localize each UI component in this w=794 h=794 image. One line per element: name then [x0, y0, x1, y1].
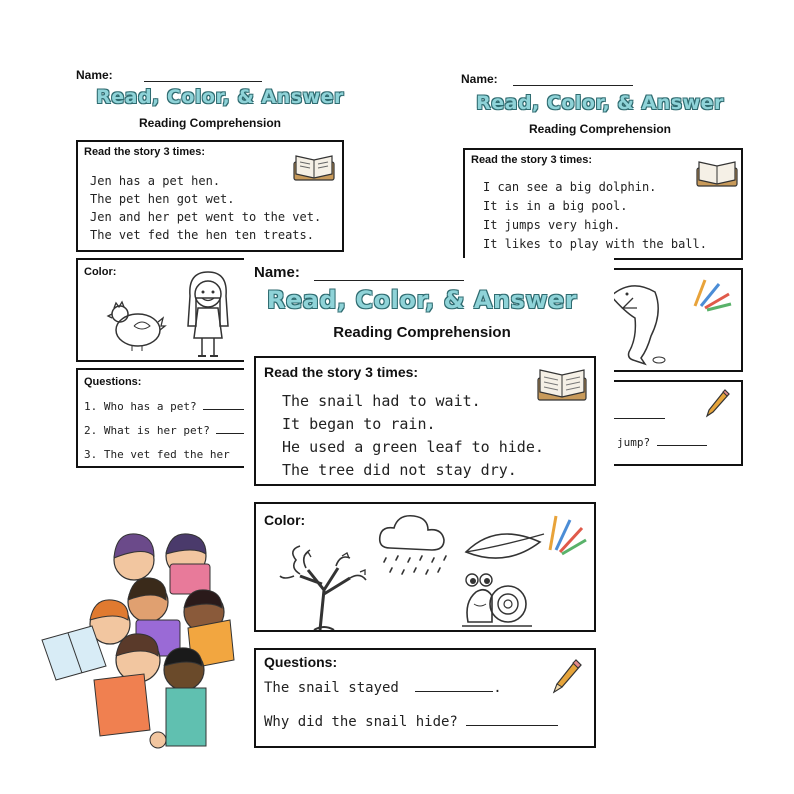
name-label: Name:: [461, 72, 498, 86]
answer-blank[interactable]: [466, 725, 558, 726]
story-box: [254, 356, 596, 486]
questions-box: [605, 380, 743, 466]
question-2: [264, 714, 558, 730]
questions-label: Questions:: [84, 376, 142, 388]
pencil-icon: [552, 658, 582, 694]
story-line: The snail had to wait.: [282, 392, 481, 410]
worksheet-subtitle: Reading Comprehension: [138, 116, 281, 130]
crayons-icon: [544, 510, 588, 554]
worksheet-title: Read, Color, & Answer: [96, 86, 344, 108]
name-row: [461, 72, 633, 86]
question-1: [84, 400, 263, 413]
children-reading-books-illustration: [38, 520, 248, 750]
story-line: Jen has a pet hen.: [90, 174, 221, 188]
worksheet-subtitle: Reading Comprehension: [528, 122, 671, 136]
answer-blank[interactable]: [657, 445, 707, 446]
story-line: It likes to play with the ball.: [483, 237, 707, 251]
story-text: [483, 178, 707, 254]
leaf-picture: [462, 528, 548, 568]
question-text: The snail stayed: [264, 680, 399, 696]
story-line: It jumps very high.: [483, 218, 621, 232]
girl-picture: [178, 268, 238, 360]
story-label: Read the story 3 times:: [471, 154, 593, 166]
answer-blank[interactable]: [415, 691, 493, 692]
question-text: 2. What is her pet?: [84, 424, 210, 437]
story-text: [282, 390, 544, 482]
story-line: The vet fed the hen ten treats.: [90, 228, 314, 242]
story-label: Read the story 3 times:: [84, 146, 206, 158]
question-text: jump?: [617, 436, 707, 449]
story-line: The pet hen got wet.: [90, 192, 235, 206]
name-field[interactable]: [513, 85, 633, 86]
worksheet-subtitle: Reading Comprehension: [333, 324, 511, 341]
name-label: Name:: [76, 68, 113, 82]
worksheet-title: Read, Color, & Answer: [266, 286, 578, 314]
questions-label: Questions:: [264, 654, 338, 670]
story-line: He used a green leaf to hide.: [282, 438, 544, 456]
name-row: [254, 264, 464, 281]
pencil-icon: [705, 388, 731, 418]
answer-blank[interactable]: [611, 418, 665, 419]
story-line: Jen and her pet went to the vet.: [90, 210, 322, 224]
question-text: Why did the snail hide?: [264, 714, 458, 730]
color-box: [254, 502, 596, 632]
color-label: Color:: [264, 512, 306, 528]
worksheet-title: Read, Color, & Answer: [476, 92, 724, 114]
question-text: 3. The vet fed the her: [84, 448, 230, 461]
book-icon: [292, 150, 336, 184]
story-box: [76, 140, 344, 252]
book-icon: [536, 364, 588, 404]
story-line: It is in a big pool.: [483, 199, 628, 213]
story-text: [90, 172, 321, 244]
crayons-icon: [689, 276, 733, 310]
story-label: Read the story 3 times:: [264, 364, 419, 380]
name-row: [76, 68, 262, 82]
color-label: Color:: [84, 266, 117, 278]
question-1: The snail stayed .: [264, 680, 502, 696]
question-text: 1. Who has a pet?: [84, 400, 197, 413]
name-label: Name:: [254, 264, 300, 281]
snail-picture: [456, 568, 536, 632]
question-3: [84, 448, 230, 461]
story-box: [463, 148, 743, 260]
book-icon: [695, 156, 739, 190]
dolphin-picture: [607, 276, 677, 368]
name-field[interactable]: [314, 280, 464, 281]
story-line: It began to rain.: [282, 415, 436, 433]
rain-cloud-picture: [376, 512, 462, 582]
story-line: The tree did not stay dry.: [282, 461, 517, 479]
color-box: [605, 268, 743, 372]
questions-box: [254, 648, 596, 748]
hen-picture: [108, 300, 164, 352]
name-field[interactable]: [144, 81, 262, 82]
story-line: I can see a big dolphin.: [483, 180, 657, 194]
tree-picture: [276, 534, 376, 630]
worksheet-snail: [244, 258, 614, 758]
